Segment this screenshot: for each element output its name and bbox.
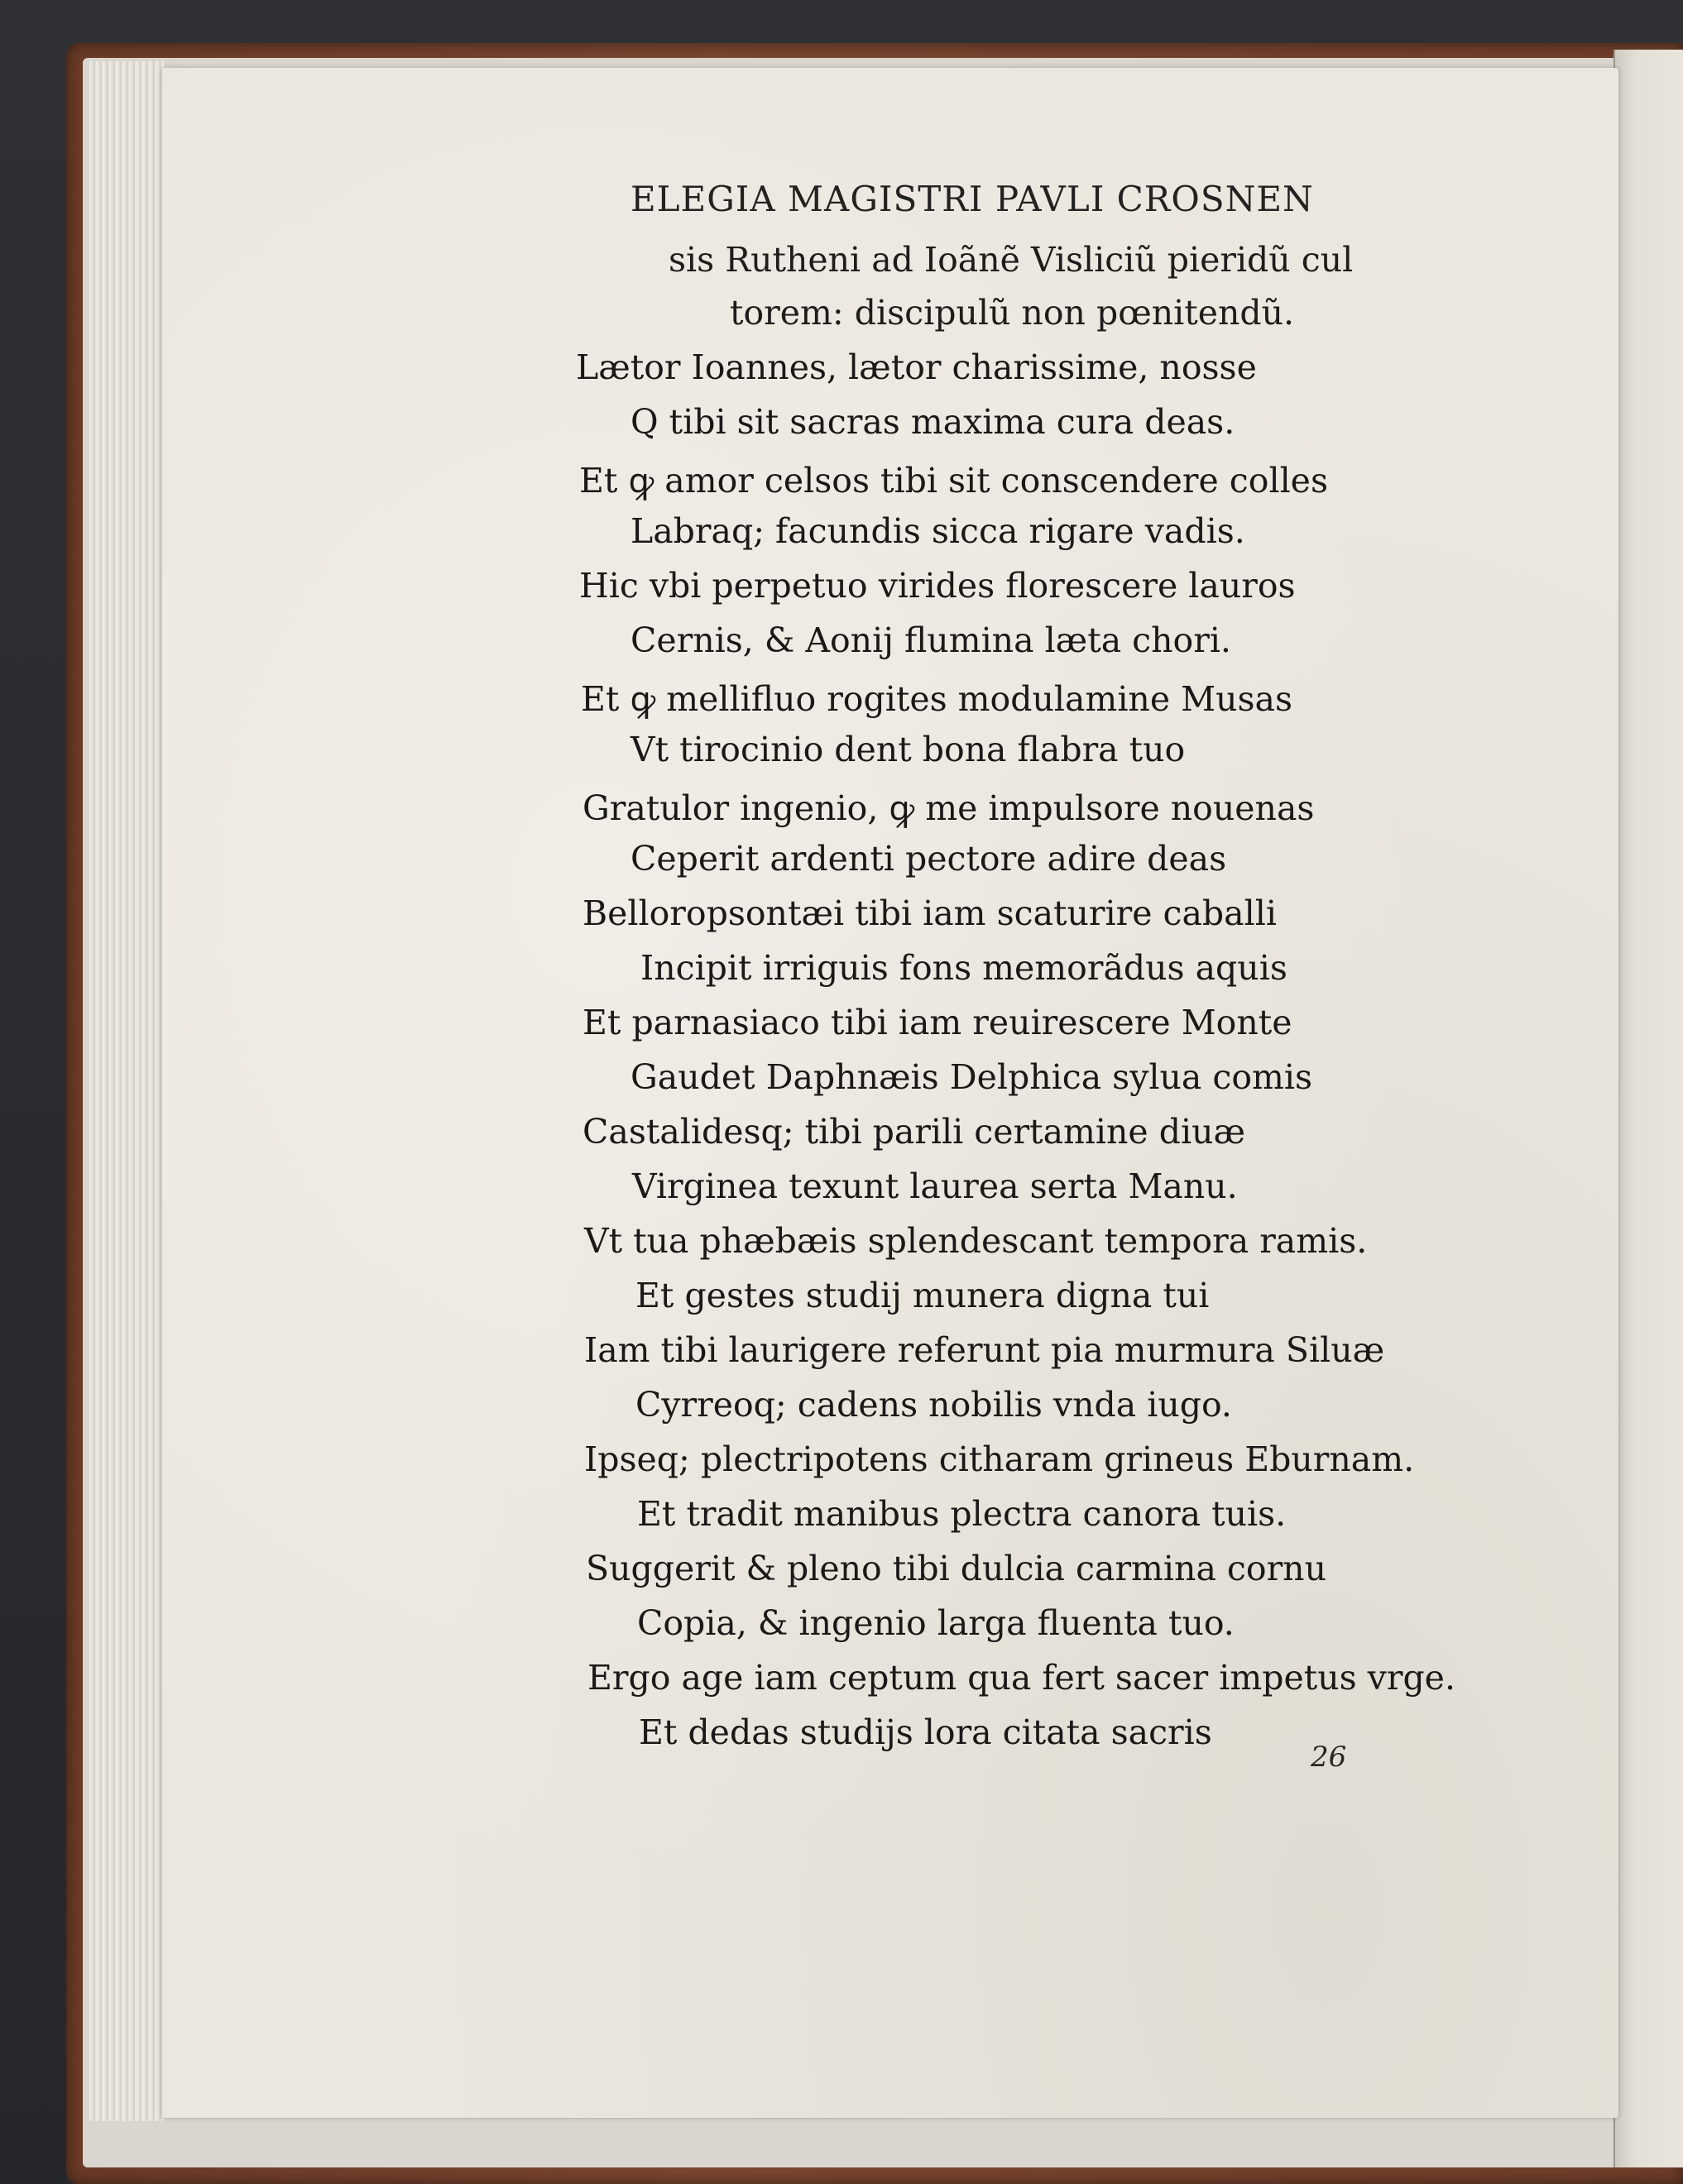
verse-line: Cyrreoq; cadens nobilis vnda iugo. bbox=[635, 1385, 1232, 1425]
verse-line: Ceperit ardenti pectore adire deas bbox=[631, 839, 1227, 879]
verse-line: Vt tua phæbæis splendescant tempora ramis. bbox=[584, 1221, 1368, 1261]
page-edges bbox=[89, 61, 164, 2121]
verse-line: Virginea texunt laurea serta Manu. bbox=[632, 1166, 1238, 1206]
verse-line: Et ꝙ amor celsos tibi sit conscendere colles bbox=[579, 461, 1328, 500]
elegy-title-line-3: torem: discipulũ non pœnitendũ. bbox=[730, 293, 1295, 333]
elegy-title: ELEGIA MAGISTRI PAVLI CROSNEN bbox=[631, 179, 1314, 219]
verse-line: Ipseq; plectripotens citharam grineus Eburnam. bbox=[584, 1439, 1415, 1479]
verse-line: Iam tibi laurigere referunt pia murmura Siluæ bbox=[584, 1330, 1385, 1370]
verse-line: Lætor Ioannes, lætor charissime, nosse bbox=[576, 347, 1257, 387]
verse-line: Castalidesq; tibi parili certamine diuæ bbox=[583, 1112, 1246, 1152]
verse-line: Et dedas studijs lora citata sacris bbox=[639, 1712, 1212, 1752]
verse-line: Et tradit manibus plectra canora tuis. bbox=[637, 1494, 1287, 1534]
verse-line: Vt tirocinio dent bona flabra tuo bbox=[631, 730, 1186, 769]
verse-line: Suggerit & pleno tibi dulcia carmina cornu bbox=[586, 1549, 1326, 1588]
verse-line: Copia, & ingenio larga fluenta tuo. bbox=[637, 1603, 1235, 1643]
verse-line: Et gestes studij munera digna tui bbox=[635, 1276, 1210, 1315]
elegy-title-line-2: sis Rutheni ad Ioãnẽ Visliciũ pieridũ cul bbox=[669, 240, 1354, 280]
folio-number: 26 bbox=[1311, 1741, 1347, 1774]
verse-line: Belloropsontæi tibi iam scaturire caballi bbox=[583, 893, 1277, 933]
verse-line: Gaudet Daphnæis Delphica sylua comis bbox=[631, 1057, 1313, 1097]
book-page bbox=[162, 68, 1618, 2118]
verse-line: Ergo age iam ceptum qua fert sacer impetus vrge. bbox=[587, 1658, 1455, 1698]
verse-line: Labraq; facundis sicca rigare vadis. bbox=[631, 511, 1245, 551]
verse-line: Q tibi sit sacras maxima cura deas. bbox=[631, 402, 1235, 442]
verse-line: Gratulor ingenio, ꝙ me impulsore nouenas bbox=[583, 788, 1315, 828]
verse-line: Incipit irriguis fons memorãdus aquis bbox=[640, 948, 1287, 988]
page-text bbox=[162, 68, 1618, 2118]
verse-line: Et ꝙ mellifluo rogites modulamine Musas bbox=[581, 679, 1293, 719]
verse-line: Cernis, & Aonij flumina læta chori. bbox=[631, 620, 1231, 660]
facing-page-edge bbox=[1613, 50, 1683, 2167]
verse-line: Hic vbi perpetuo virides florescere lauros bbox=[579, 566, 1296, 606]
verse-line: Et parnasiaco tibi iam reuirescere Monte bbox=[583, 1003, 1292, 1042]
